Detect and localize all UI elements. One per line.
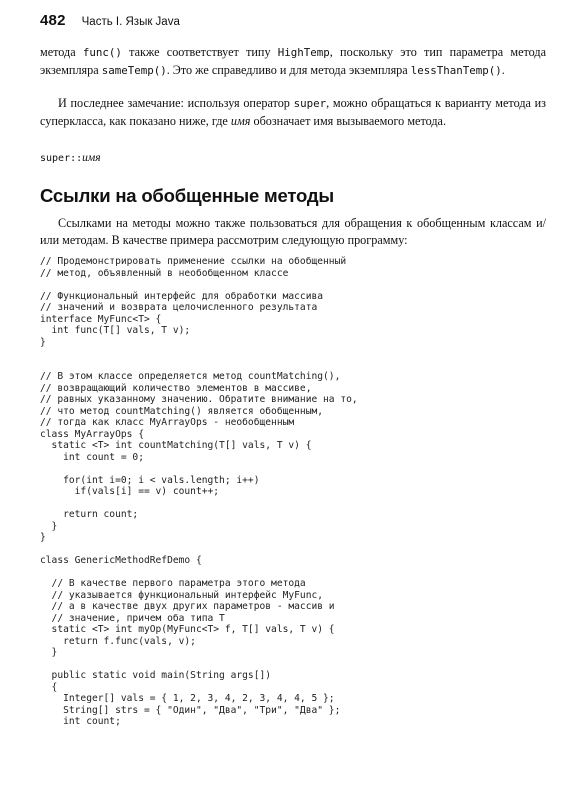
code-line: {	[40, 681, 58, 693]
inline-code-super: super	[293, 97, 327, 110]
code-line: // Продемонстрировать применение ссылки на обобщенный	[40, 256, 347, 267]
text-run: обозначает имя вызываемого метода.	[250, 113, 447, 128]
paragraph-intro	[40, 215, 546, 248]
code-line: return f.func(vals, v);	[40, 635, 196, 647]
code-listing	[40, 256, 358, 728]
code-line: // метод, объявленный в необобщенном классе	[40, 267, 289, 279]
code-line: // тогда как класс MyArrayOps - необобщенным	[40, 417, 295, 428]
text-run: . Это же справедливо и для метода экземпляра	[166, 62, 411, 77]
code-line: static <T> int myOp(MyFunc<T> f, T[] vals, T v) {	[40, 624, 335, 635]
code-line: // значений и возврата целочисленного результата	[40, 302, 318, 313]
text-run: .	[501, 62, 505, 77]
code-line: // В этом классе определяется метод countMatching(),	[40, 371, 341, 382]
code-line	[40, 659, 358, 671]
code-line	[40, 279, 358, 291]
text-run: , поскольку это тип параметра метода экземпляра	[40, 45, 546, 77]
inline-code-sametemp: sameTemp()	[101, 63, 167, 77]
code-line: return count;	[40, 509, 139, 520]
code-line: // значение, причем оба типа T	[40, 612, 225, 624]
code-line: // что метод countMatching() является обобщенным,	[40, 405, 324, 417]
code-line: static <T> int countMatching(T[] vals, T v) {	[40, 440, 312, 451]
code-line: // а в качестве двух других параметров - массив и	[40, 601, 335, 612]
code-line: if(vals[i] == v) count++;	[40, 486, 220, 497]
code-line	[40, 567, 358, 579]
code-line: // указывается функциональный интерфейс MyFunc,	[40, 589, 324, 601]
paragraph-continued	[40, 44, 546, 79]
code-line	[40, 498, 358, 510]
page-number: 482	[40, 12, 66, 29]
code-line: // Функциональный интерфейс для обработки массива	[40, 290, 324, 302]
inline-code-lessthantemp: lessThanTemp()	[410, 63, 502, 77]
italic-term: имя	[230, 113, 251, 128]
code-line: interface MyFunc<T> {	[40, 313, 162, 325]
running-title: Часть I. Язык Java	[81, 16, 180, 28]
running-header	[40, 12, 180, 32]
code-line: String[] strs = { "Один", "Два", "Три", "Два" };	[40, 704, 341, 716]
paragraph-super-note	[40, 95, 546, 129]
inline-code-func: func()	[82, 46, 122, 59]
text-run: , можно обращаться к варианту метода из суперкласса, как показано ниже, где	[40, 96, 546, 128]
code-line	[40, 360, 358, 372]
code-line: // В качестве первого параметра этого метода	[40, 578, 306, 589]
code-line: int count = 0;	[40, 451, 144, 463]
super-syntax-name: имя	[82, 152, 101, 164]
text-run: метода	[40, 45, 83, 59]
code-line	[40, 348, 358, 360]
inline-code-hightemp: HighTemp	[277, 46, 330, 59]
code-line: Integer[] vals = { 1, 2, 3, 4, 2, 3, 4, 4, 5 };	[40, 693, 335, 704]
code-line: public static void main(String args[])	[40, 670, 272, 681]
text-run: И последнее замечание: используя оператор	[58, 96, 294, 110]
code-line: class MyArrayOps {	[40, 428, 144, 440]
code-line: }	[40, 520, 58, 532]
code-line: // возвращающий количество элементов в массиве,	[40, 382, 312, 394]
code-line: }	[40, 532, 46, 543]
code-line: // равных указанному значению. Обратите внимание на то,	[40, 394, 358, 405]
text-run: также соответствует типу	[121, 45, 278, 59]
code-line: }	[40, 647, 58, 658]
code-line: class GenericMethodRefDemo {	[40, 555, 202, 566]
code-line	[40, 463, 358, 475]
section-heading: Ссылки на обобщенные методы	[40, 185, 335, 206]
intro-text: Ссылками на методы можно также пользоваться для обращения к обобщенным классам и/или методам. В качестве примера рассмотрим следующую программу:	[40, 216, 546, 247]
code-line: for(int i=0; i < vals.length; i++)	[40, 474, 260, 486]
code-line	[40, 544, 358, 556]
super-syntax-code: super::	[40, 153, 83, 164]
code-line: }	[40, 336, 46, 348]
code-line: int func(T[] vals, T v);	[40, 325, 191, 336]
super-syntax-line	[40, 152, 101, 164]
code-line: int count;	[40, 716, 121, 727]
